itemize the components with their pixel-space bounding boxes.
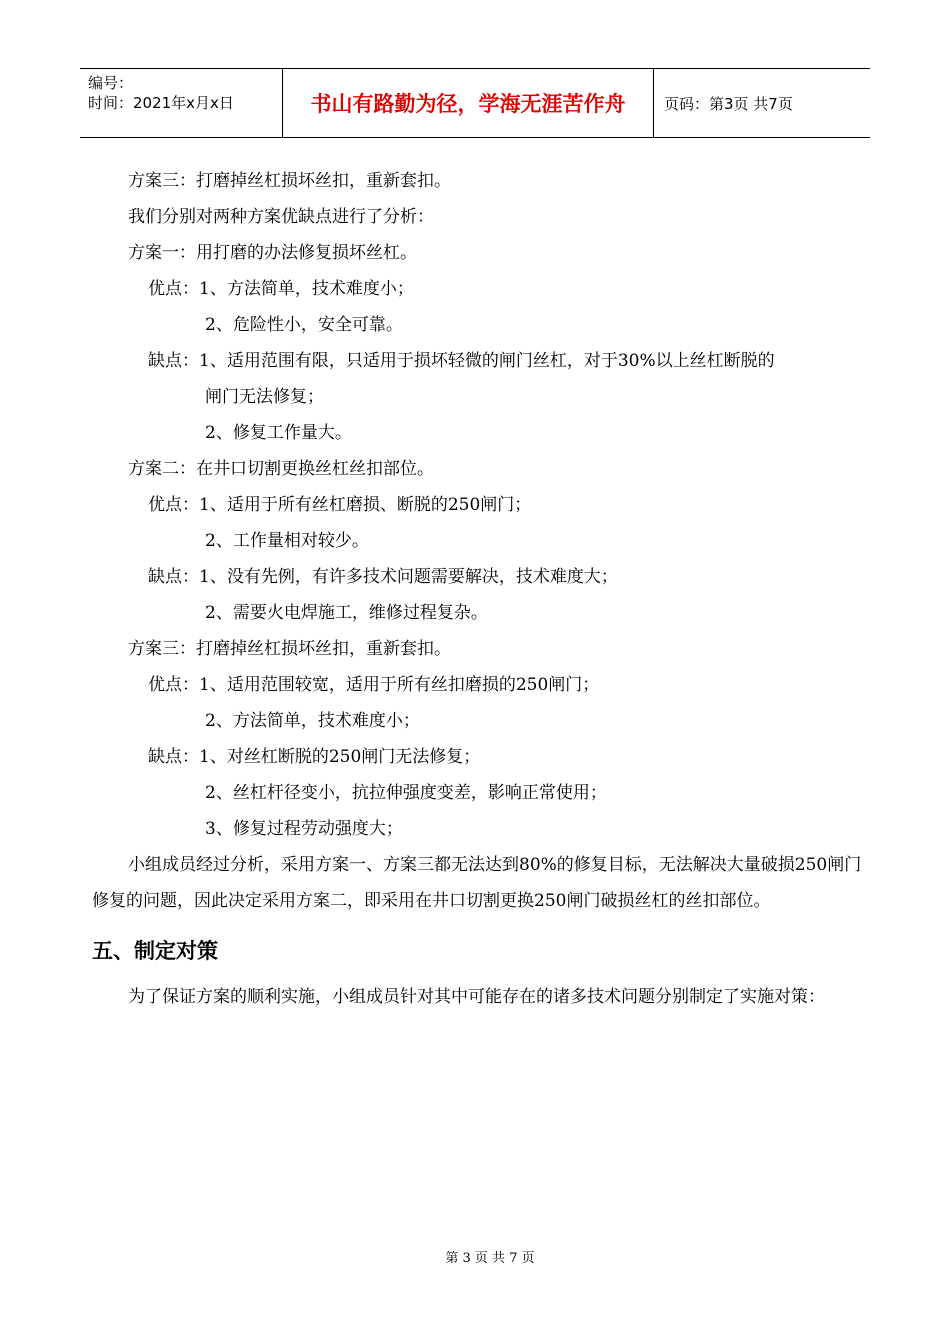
plan3-pro-1: 优点：1、适用范围较宽，适用于所有丝扣磨损的250闸门； bbox=[148, 675, 600, 695]
plan1-title: 方案一：用打磨的办法修复损坏丝杠。 bbox=[128, 243, 417, 263]
analysis-intro: 我们分别对两种方案优缺点进行了分析： bbox=[128, 207, 434, 227]
plan1-pro-2: 2、危险性小，安全可靠。 bbox=[205, 315, 403, 335]
plan2-pro-1: 优点：1、适用于所有丝杠磨损、断脱的250闸门； bbox=[148, 495, 532, 515]
page-header bbox=[80, 68, 870, 138]
plan2-con-2: 2、需要火电焊施工，维修过程复杂。 bbox=[205, 603, 488, 623]
plan2-pro-2: 2、工作量相对较少。 bbox=[205, 531, 369, 551]
plan2-title: 方案二：在井口切割更换丝杠丝扣部位。 bbox=[128, 459, 434, 479]
header-motto: 书山有路勤为径，学海无涯苦作舟 bbox=[282, 69, 654, 137]
document-number-label: 编号： bbox=[88, 74, 134, 92]
plan1-con-1: 缺点：1、适用范围有限，只适用于损坏轻微的闸门丝杠，对于30%以上丝杠断脱的 bbox=[148, 351, 775, 371]
plan3-con-1: 缺点：1、对丝杠断脱的250闸门无法修复； bbox=[148, 747, 481, 767]
plan3-intro: 方案三：打磨掉丝杠损坏丝扣，重新套扣。 bbox=[128, 171, 451, 191]
document-body bbox=[92, 163, 872, 1015]
conclusion-paragraph: 小组成员经过分析，采用方案一、方案三都无法达到80%的修复目标，无法解决大量破损250闸门修复的问题，因此决定采用方案二，即采用在井口切割更换250闸门破损丝杠的丝扣部位。 bbox=[92, 855, 862, 911]
plan2-con-1: 缺点：1、没有先例，有许多技术问题需要解决，技术难度大； bbox=[148, 567, 618, 587]
page-footer: 第 3 页 共 7 页 bbox=[445, 1251, 535, 1266]
section-5-paragraph: 为了保证方案的顺利实施，小组成员针对其中可能存在的诸多技术问题分别制定了实施对策： bbox=[128, 987, 825, 1007]
plan1-con-2: 2、修复工作量大。 bbox=[205, 423, 352, 443]
plan1-con-1-cont: 闸门无法修复； bbox=[205, 387, 324, 407]
document-date: 时间：2021年x月x日 bbox=[88, 94, 234, 112]
header-page-info: 页码：第3页 共7页 bbox=[664, 94, 793, 113]
header-meta bbox=[80, 69, 282, 137]
plan3-con-3: 3、修复过程劳动强度大； bbox=[205, 819, 403, 839]
plan3-title: 方案三：打磨掉丝杠损坏丝扣，重新套扣。 bbox=[128, 639, 451, 659]
section-5-title: 五、制定对策 bbox=[92, 939, 218, 963]
plan1-pro-1: 优点：1、方法简单，技术难度小； bbox=[148, 279, 414, 299]
plan3-con-2: 2、丝杠杆径变小，抗拉伸强度变差，影响正常使用； bbox=[205, 783, 607, 803]
plan3-pro-2: 2、方法简单，技术难度小； bbox=[205, 711, 420, 731]
